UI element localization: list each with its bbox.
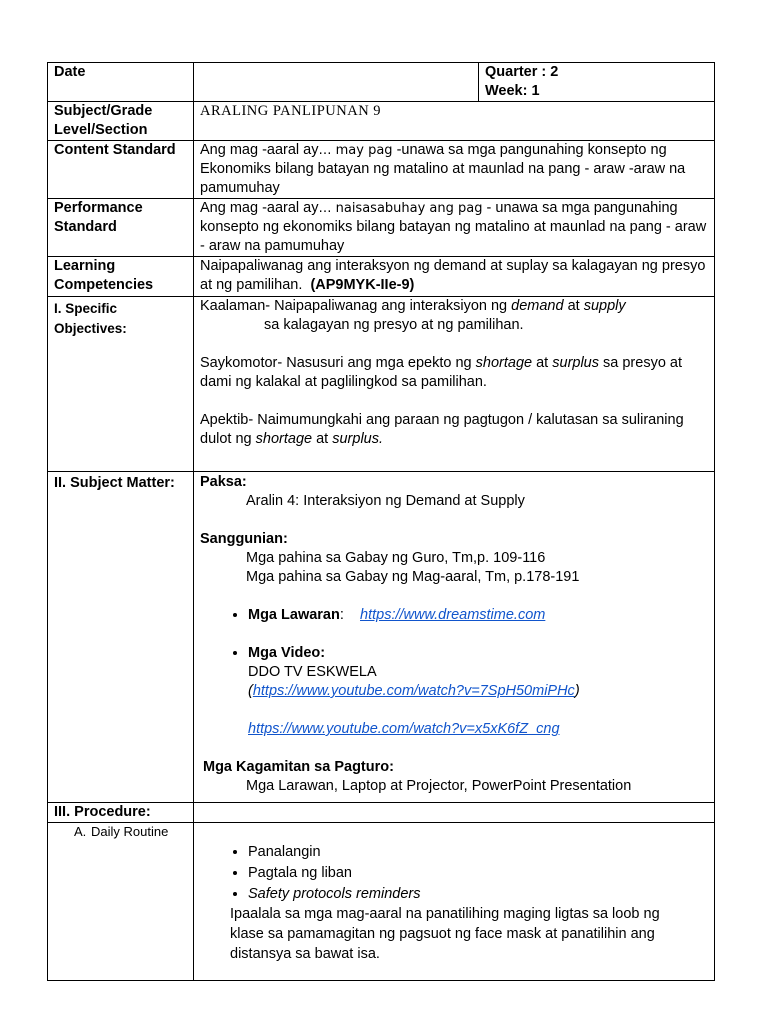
objectives-cell (194, 297, 715, 472)
objectives-label: I. Specific Objectives: (48, 297, 194, 472)
quarter-text: Quarter : 2 (485, 64, 559, 80)
learning-competencies-label: Learning Competencies (48, 257, 194, 297)
routine-item-liban: • Pagtala ng liban (248, 864, 708, 883)
paksa-label: Paksa: (200, 474, 247, 490)
performance-standard-row (48, 199, 715, 257)
routine-item-safety: • Safety protocols reminders (248, 885, 708, 904)
procedure-header-row (48, 803, 715, 823)
subject-matter-cell (194, 472, 715, 803)
sanggunian-label: Sanggunian: (200, 531, 288, 547)
dreamstime-link[interactable]: https://www.dreamstime.com (360, 607, 546, 623)
kagamitan-text: Mga Larawan, Laptop at Projector, PowerPoint Presentation (246, 778, 632, 794)
daily-routine-marker: A. (74, 824, 87, 839)
content-standard-text: Ang mag -aaral ay… may pag -unawa sa mga pangunahing konsepto ng Ekonomiks bilang batayan ng matalino at maunlad na pang - araw -araw na pamumuhay (194, 141, 715, 199)
daily-routine-cell (48, 823, 194, 981)
paksa-text: Aralin 4: Interaksiyon ng Demand at Supply (246, 493, 525, 509)
week-text: Week: 1 (485, 83, 540, 99)
competency-code: (AP9MYK-IIe-9) (310, 277, 415, 293)
daily-routine-content (194, 823, 715, 981)
objective-apektib: Apektib- Naimumungkahi ang paraan ng pagtugon / kalutasan sa suliraning dulot ng shortage at surplus. (200, 412, 684, 447)
subject-row (48, 102, 715, 141)
video-item: • Mga Video: DDO TV ESKWELA (https://www.youtube.com/watch?v=7SpH50miPHc) https://www.youtube.com/watch?v=x5xK6fZ_cng (248, 644, 708, 739)
procedure-empty (194, 803, 715, 823)
daily-routine-row (48, 823, 715, 981)
content-standard-label: Content Standard (48, 141, 194, 199)
procedure-label: III. Procedure: (48, 803, 194, 823)
subject-matter-row (48, 472, 715, 803)
routine-item-panalangin: • Panalangin (248, 843, 708, 862)
lawaran-item: • Mga Lawaran: https://www.dreamstime.com (248, 606, 708, 625)
resource-list (200, 606, 708, 739)
daily-routine-label: Daily Routine (91, 824, 169, 839)
video-channel: DDO TV ESKWELA (248, 664, 377, 680)
ref-guro: Mga pahina sa Gabay ng Guro, Tm,p. 109-116 (246, 550, 546, 566)
subject-matter-label: II. Subject Matter: (48, 472, 194, 803)
date-row (48, 63, 715, 102)
lesson-plan-table (47, 62, 715, 981)
date-value (194, 63, 479, 102)
performance-standard-text: Ang mag -aaral ay… naisasabuhay ang pag - unawa sa mga pangunahing konsepto ng ekonomiks bilang batayan ng matalino at maunlad na pang - araw - araw na pamumuhay (194, 199, 715, 257)
quarter-week-cell (479, 63, 715, 102)
performance-standard-label: Performance Standard (48, 199, 194, 257)
routine-note: Ipaalala sa mga mag-aaral na panatilihing maging ligtas sa loob ng klase sa pamamagitan ng pagsuot ng face mask at panatilihin ang distansya sa bawat isa. (230, 906, 660, 962)
learning-competencies-text: Naipapaliwanag ang interaksyon ng demand at suplay sa kalagayan ng presyo at ng pamilihan. (AP9MYK-IIe-9) (194, 257, 715, 297)
objective-kaalaman: Kaalaman- Naipapaliwanag ang interaksiyon ng demand at supply sa kalagayan ng presyo at ng pamilihan. (200, 298, 626, 333)
content-standard-row (48, 141, 715, 199)
youtube-link-1[interactable]: https://www.youtube.com/watch?v=7SpH50miPHc (252, 683, 575, 699)
objectives-row (48, 297, 715, 472)
date-label: Date (48, 63, 194, 102)
subject-label: Subject/Grade Level/Section (48, 102, 194, 141)
routine-list (200, 843, 708, 904)
subject-value: ARALING PANLIPUNAN 9 (194, 102, 715, 141)
kagamitan-label: Mga Kagamitan sa Pagturo: (203, 759, 394, 775)
video-link1-line: (https://www.youtube.com/watch?v=7SpH50miPHc) (248, 683, 580, 699)
objective-saykomotor: Saykomotor- Nasusuri ang mga epekto ng shortage at surplus sa presyo at dami ng kalakal at paglilingkod sa pamilihan. (200, 355, 683, 390)
learning-competencies-row (48, 257, 715, 297)
ref-mag-aaral: Mga pahina sa Gabay ng Mag-aaral, Tm, p.178-191 (246, 569, 580, 585)
youtube-link-2[interactable]: https://www.youtube.com/watch?v=x5xK6fZ_cng (248, 721, 560, 737)
